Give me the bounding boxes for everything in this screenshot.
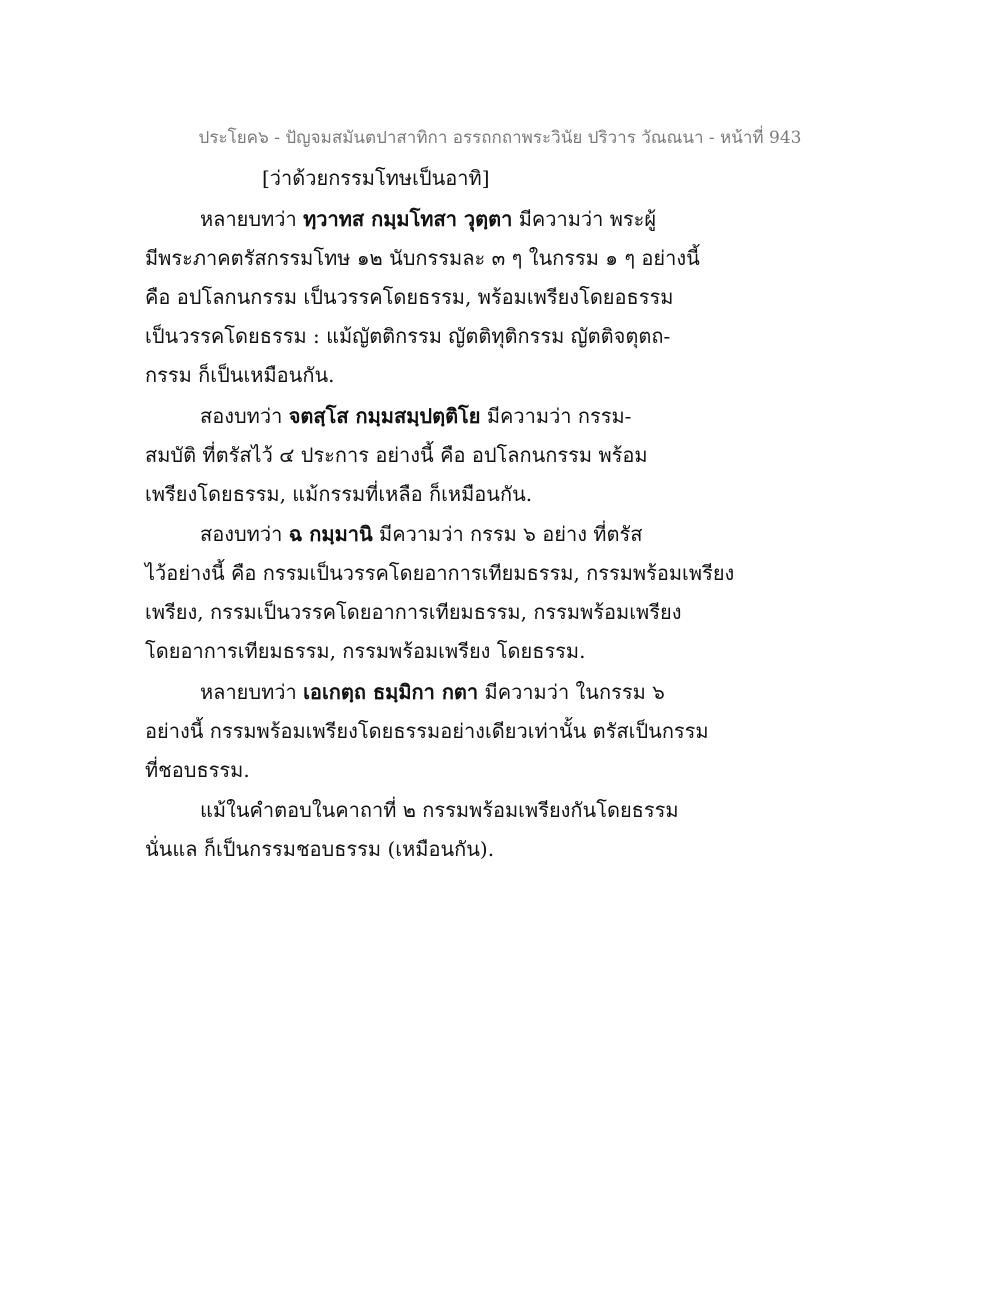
paragraph-1-line-5: กรรม ก็เป็นเหมือนกัน. [145, 363, 335, 387]
paragraph-5-line-1: แม้ในคำตอบในคาถาที่ ๒ กรรมพร้อมเพรียงกันโดยธรรม [200, 798, 679, 822]
paragraph-1-line-2: มีพระภาคตรัสกรรมโทษ ๑๒ นับกรรมละ ๓ ๆ ในกรรม ๑ ๆ อย่างนี้ [145, 246, 700, 270]
paragraph-1-line-4: เป็นวรรคโดยธรรม : แม้ญัตติกรรม ญัตติทุติกรรม ญัตติจตุตถ- [145, 324, 671, 348]
section-heading: [ว่าด้วยกรรมโทษเป็นอาทิ] [262, 166, 490, 190]
plain-text: หลายบทว่า [200, 207, 304, 231]
paragraph-3-line-4: โดยอาการเทียมธรรม, กรรมพร้อมเพรียง โดยธรรม. [145, 639, 586, 663]
plain-text: มีความว่า ในกรรม ๖ [478, 680, 665, 704]
plain-text: มีความว่า พระผู้ [512, 207, 657, 231]
paragraph-1-line-1 [200, 203, 656, 235]
pali-term: ฉ กมฺมานิ [288, 522, 373, 546]
paragraph-3-line-1 [200, 518, 642, 550]
pali-term: ทฺวาทส กมฺมโทสา วุตฺตา [303, 207, 513, 231]
plain-text: หลายบทว่า [200, 680, 304, 704]
paragraph-4-line-3: ที่ชอบธรรม. [145, 758, 250, 782]
plain-text: มีความว่า กรรม ๖ อย่าง ที่ตรัส [372, 522, 643, 546]
paragraph-4-line-2: อย่างนี้ กรรมพร้อมเพรียงโดยธรรมอย่างเดียวเท่านั้น ตรัสเป็นกรรม [145, 719, 709, 743]
pali-term: จตสฺโส กมฺมสมฺปตฺติโย [288, 404, 481, 428]
paragraph-3-line-3: เพรียง, กรรมเป็นวรรคโดยอาการเทียมธรรม, กรรมพร้อมเพรียง [145, 600, 682, 624]
plain-text: สองบทว่า [200, 404, 289, 428]
paragraph-2-line-2: สมบัติ ที่ตรัสไว้ ๔ ประการ อย่างนี้ คือ อปโลกนกรรม พร้อม [145, 443, 648, 467]
plain-text: สองบทว่า [200, 522, 289, 546]
running-header: ประโยค๖ - ปัญจมสมันตปาสาทิกา อรรถกถาพระวินัย ปริวาร วัณณนา - หน้าที่ 943 [198, 128, 802, 148]
paragraph-4-line-1 [200, 676, 665, 708]
paragraph-2-line-3: เพรียงโดยธรรม, แม้กรรมที่เหลือ ก็เหมือนกัน. [145, 482, 533, 506]
paragraph-5-line-2: นั่นแล ก็เป็นกรรมชอบธรรม (เหมือนกัน). [145, 837, 495, 861]
pali-term: เอเกตฺถ ธมฺมิกา กตา [303, 680, 479, 704]
paragraph-1-line-3: คือ อปโลกนกรรม เป็นวรรคโดยธรรม, พร้อมเพรียงโดยอธรรม [145, 285, 674, 309]
paragraph-3-line-2: ไว้อย่างนี้ คือ กรรมเป็นวรรคโดยอาการเทียมธรรม, กรรมพร้อมเพรียง [145, 561, 735, 585]
paragraph-2-line-1 [200, 400, 631, 432]
plain-text: มีความว่า กรรม- [480, 404, 632, 428]
